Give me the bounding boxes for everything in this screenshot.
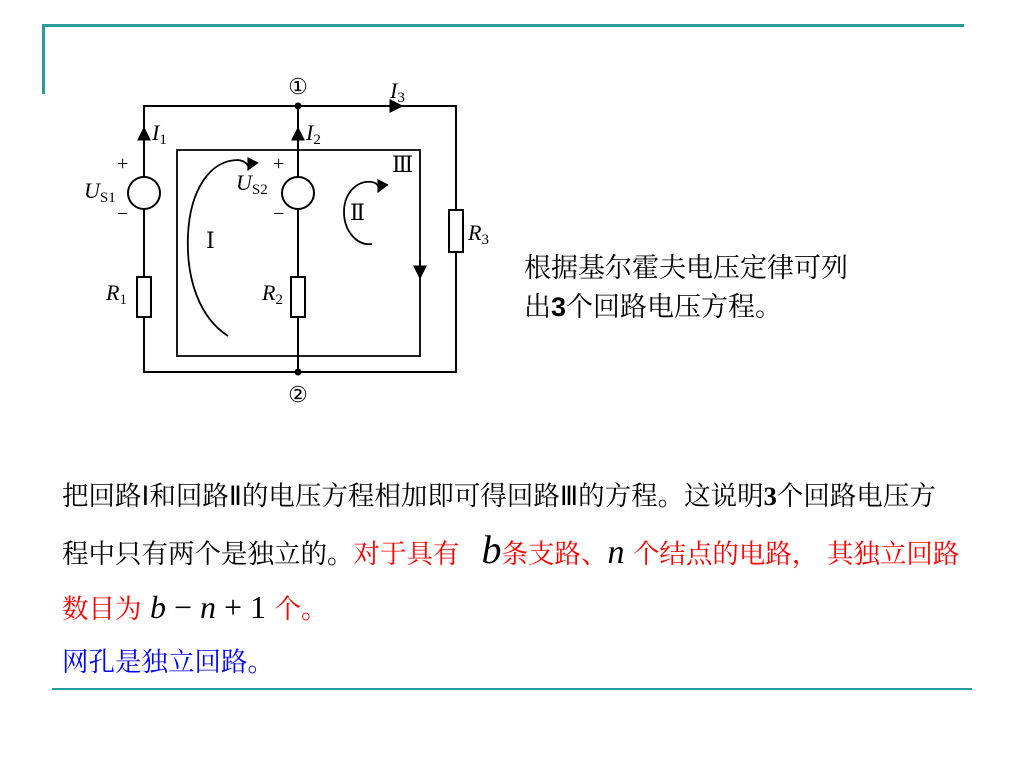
resistor-r3	[449, 210, 463, 252]
loop-I-label: Ⅰ	[206, 228, 215, 253]
loop-II-label: Ⅱ	[350, 200, 365, 225]
label-us1: US1	[84, 178, 116, 206]
node-1-dot	[295, 103, 302, 110]
roman-numeral-I: Ⅰ	[141, 481, 150, 511]
source-us1	[128, 177, 160, 209]
node-1-label: ①	[288, 74, 308, 99]
label-i2: I2	[306, 120, 321, 148]
us1-minus: −	[117, 203, 129, 225]
us1-plus: +	[117, 153, 129, 175]
resistor-r2	[291, 277, 305, 317]
resistor-r1	[137, 277, 151, 317]
variable-n: n	[607, 534, 625, 571]
label-us2: US2	[236, 170, 268, 198]
label-r2: R2	[262, 280, 283, 308]
node-2-label: ②	[288, 382, 308, 407]
red-text-4: 个。	[274, 594, 328, 625]
red-text-2: 条支路、	[501, 539, 608, 570]
side-note	[524, 250, 954, 327]
wire-outer	[144, 106, 456, 372]
us2-minus: −	[273, 203, 285, 225]
loop-III-label: Ⅲ	[392, 152, 414, 177]
label-i1: I1	[152, 120, 167, 148]
roman-numeral-III: Ⅲ	[559, 481, 579, 511]
us2-plus: +	[273, 153, 285, 175]
number-3: 3	[763, 481, 777, 511]
roman-numeral-II: Ⅱ	[228, 481, 242, 511]
explanation-paragraph: 把回路Ⅰ和回路Ⅱ的电压方程相加即可得回路Ⅲ的方程。这说明3个回路电压方程中只有两个是独立的。对于具有 b条支路、n 个结点的电路， 其独立回路数目为 b − n + 1 个。 网孔是独立回路。	[62, 481, 960, 678]
red-text-1: 对于具有	[353, 539, 460, 570]
source-us2	[282, 177, 314, 209]
blue-text: 网孔是独立回路。	[62, 647, 274, 678]
formula-b-n-1: b − n + 1	[149, 589, 267, 625]
label-r3: R3	[468, 220, 489, 248]
side-note-line2: 出3个回路电压方程。	[524, 292, 783, 323]
label-r1: R1	[106, 280, 127, 308]
variable-b: b	[481, 527, 502, 572]
label-i3: I3	[390, 78, 405, 106]
red-text-3: 个结点的电路， 其独立回路数目为	[62, 539, 960, 625]
side-note-line1: 根据基尔霍夫电压定律可列	[524, 253, 848, 284]
text-segment: 把回路	[62, 481, 142, 512]
node-2-dot	[295, 369, 302, 376]
